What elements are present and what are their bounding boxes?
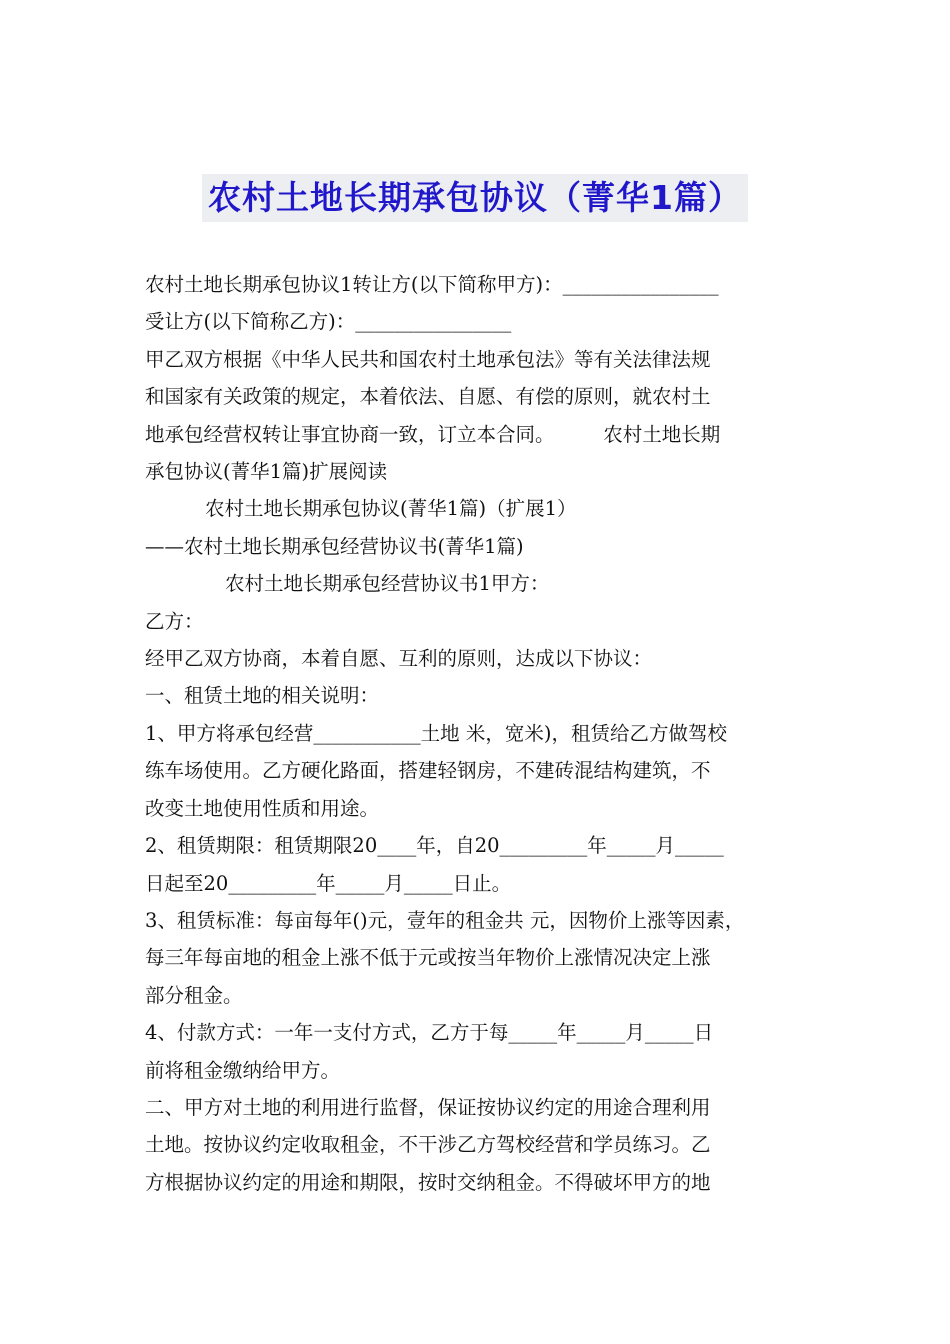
text-line: 前将租金缴纳给甲方。 [145,1058,341,1082]
text-line: 受让方(以下简称乙方)：________________ [145,310,512,334]
text-line: 改变土地使用性质和用途。 [145,796,380,820]
text-line: 和国家有关政策的规定，本着依法、自愿、有偿的原则，就农村土 [145,385,711,409]
text-line: 练车场使用。乙方硬化路面，搭建轻钢房，不建砖混结构建筑，不 [145,759,711,783]
text-line: 承包协议(菁华1篇)扩展阅读 [145,460,388,484]
text-line: ——农村土地长期承包经营协议书(菁华1篇) [145,534,524,558]
text-line: 日起至20_________年_____月_____日止。 [145,871,512,895]
text-line: 4、付款方式：一年一支付方式，乙方于每_____年_____月_____日 [145,1021,714,1045]
text-line: 2、租赁期限：租赁期限20____年，自20_________年_____月_____ [145,834,724,858]
document-body [145,266,810,1201]
text-line: 乙方： [145,609,204,633]
text-line: 方根据协议约定的用途和期限，按时交纳租金。不得破坏甲方的地 [145,1170,711,1194]
text-line: 地承包经营权转让事宜协商一致，订立本合同。 农村土地长期 [145,422,721,446]
title-container [0,174,950,222]
text-line: 农村土地长期承包经营协议书1甲方： [225,572,550,596]
text-line: 一、租赁土地的相关说明： [145,684,380,708]
text-line: 每三年每亩地的租金上涨不低于元或按当年物价上涨情况决定上涨 [145,946,711,970]
text-line: 二、甲方对土地的利用进行监督，保证按协议约定的用途合理利用 [145,1095,711,1119]
document-title: 农村土地长期承包协议（菁华1篇） [202,174,748,222]
text-line: 3、租赁标准：每亩每年()元，壹年的租金共 元，因物价上涨等因素， [145,908,745,932]
text-line: 土地。按协议约定收取租金，不干涉乙方驾校经营和学员练习。乙 [145,1133,711,1157]
text-line: 经甲乙双方协商，本着自愿、互利的原则，达成以下协议： [145,647,653,671]
text-line: 部分租金。 [145,983,243,1007]
text-line: 甲乙双方根据《中华人民共和国农村土地承包法》等有关法律法规 [145,347,711,371]
text-line: 农村土地长期承包协议(菁华1篇)（扩展1） [205,497,577,521]
text-line: 农村土地长期承包协议1转让方(以下简称甲方)：________________ [145,273,719,296]
text-line: 1、甲方将承包经营___________土地 米，宽米)，租赁给乙方做驾校 [145,721,727,745]
